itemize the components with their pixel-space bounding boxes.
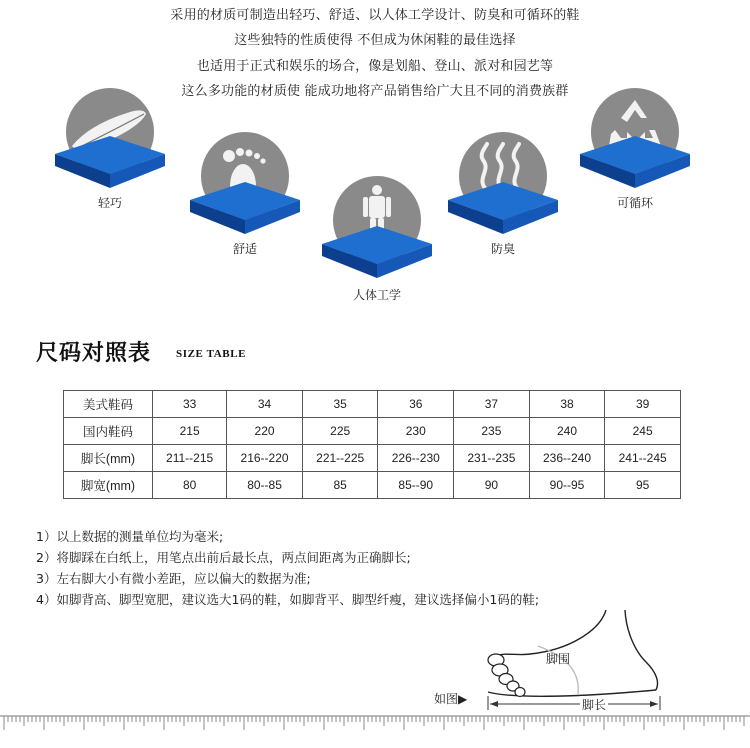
table-cell: 34 (227, 391, 303, 418)
table-cell: 221--225 (302, 445, 378, 472)
table-cell: 235 (454, 418, 530, 445)
table-cell: 85--90 (378, 472, 454, 499)
feature-ergonomic (317, 174, 437, 304)
table-cell: 33 (153, 391, 227, 418)
size-table (63, 390, 681, 499)
measurement-notes (36, 526, 539, 610)
feature-lightweight (50, 84, 170, 214)
table-cell: 85 (302, 472, 378, 499)
intro-line-3: 也适用于正式和娱乐的场合，像是划船、登山、派对和园艺等 (196, 59, 554, 74)
table-row (64, 391, 681, 418)
recycle-icon (575, 84, 695, 194)
feature-label: 舒适 (232, 242, 257, 256)
feature-label: 可循环 (616, 196, 653, 210)
foot-diagram (420, 610, 750, 720)
note-item: 4）如脚背高、脚型宽肥，建议选大1码的鞋，如脚背平、脚型纤瘦，建议选择偏小1码的鞋; (36, 592, 540, 607)
feature-recyclable (575, 84, 695, 214)
feature-deodorant (443, 130, 563, 260)
size-table-subtitle: SIZE TABLE (176, 348, 247, 360)
table-cell: 245 (605, 418, 681, 445)
table-cell: 90 (454, 472, 530, 499)
intro-line-4: 这么多功能的材质使 能成功地将产品销售给广大且不同的消费族群 (181, 84, 569, 99)
table-cell: 36 (378, 391, 454, 418)
table-cell: 240 (529, 418, 605, 445)
table-cell: 80 (153, 472, 227, 499)
girth-label: 脚围 (546, 652, 571, 666)
table-cell: 236--240 (529, 445, 605, 472)
see-figure-label: 如图▶ (434, 692, 468, 706)
feature-label: 防臭 (490, 242, 515, 256)
table-cell: 39 (605, 391, 681, 418)
feature-label: 轻巧 (97, 196, 122, 210)
table-cell: 226--230 (378, 445, 454, 472)
note-item: 1）以上数据的测量单位均为毫米; (36, 529, 224, 544)
table-cell: 38 (529, 391, 605, 418)
note-item: 2）将脚踩在白纸上，用笔点出前后最长点，两点间距离为正确脚长; (36, 550, 411, 565)
row-header: 美式鞋码 (64, 391, 153, 418)
feature-label: 人体工学 (352, 288, 401, 302)
table-cell: 241--245 (605, 445, 681, 472)
row-header: 脚长(mm) (64, 445, 153, 472)
feature-comfort (185, 130, 305, 260)
table-cell: 220 (227, 418, 303, 445)
table-cell: 216--220 (227, 445, 303, 472)
feather-icon (50, 84, 170, 194)
footprint-icon (185, 130, 305, 240)
human-figure-icon (317, 174, 437, 284)
intro-line-1: 采用的材质可制造出轻巧、舒适、以人体工学设计、防臭和可循环的鞋 (170, 8, 580, 23)
table-cell: 230 (378, 418, 454, 445)
table-cell: 80--85 (227, 472, 303, 499)
table-cell: 37 (454, 391, 530, 418)
intro-line-2: 这些独特的性质使得 不但成为休闲鞋的最佳选择 (234, 33, 516, 48)
row-header: 国内鞋码 (64, 418, 153, 445)
table-cell: 95 (605, 472, 681, 499)
note-item: 3）左右脚大小有微小差距，应以偏大的数据为准; (36, 571, 311, 586)
table-cell: 211--215 (153, 445, 227, 472)
table-row (64, 418, 681, 445)
size-table-title: 尺码对照表 (36, 340, 152, 366)
table-cell: 35 (302, 391, 378, 418)
table-row (64, 472, 681, 499)
row-header: 脚宽(mm) (64, 472, 153, 499)
table-row (64, 445, 681, 472)
table-cell: 215 (153, 418, 227, 445)
table-cell: 225 (302, 418, 378, 445)
table-cell: 90--95 (529, 472, 605, 499)
measuring-ruler (0, 712, 750, 748)
odor-waves-icon (443, 130, 563, 240)
table-cell: 231--235 (454, 445, 530, 472)
length-label: 脚长 (582, 698, 607, 712)
